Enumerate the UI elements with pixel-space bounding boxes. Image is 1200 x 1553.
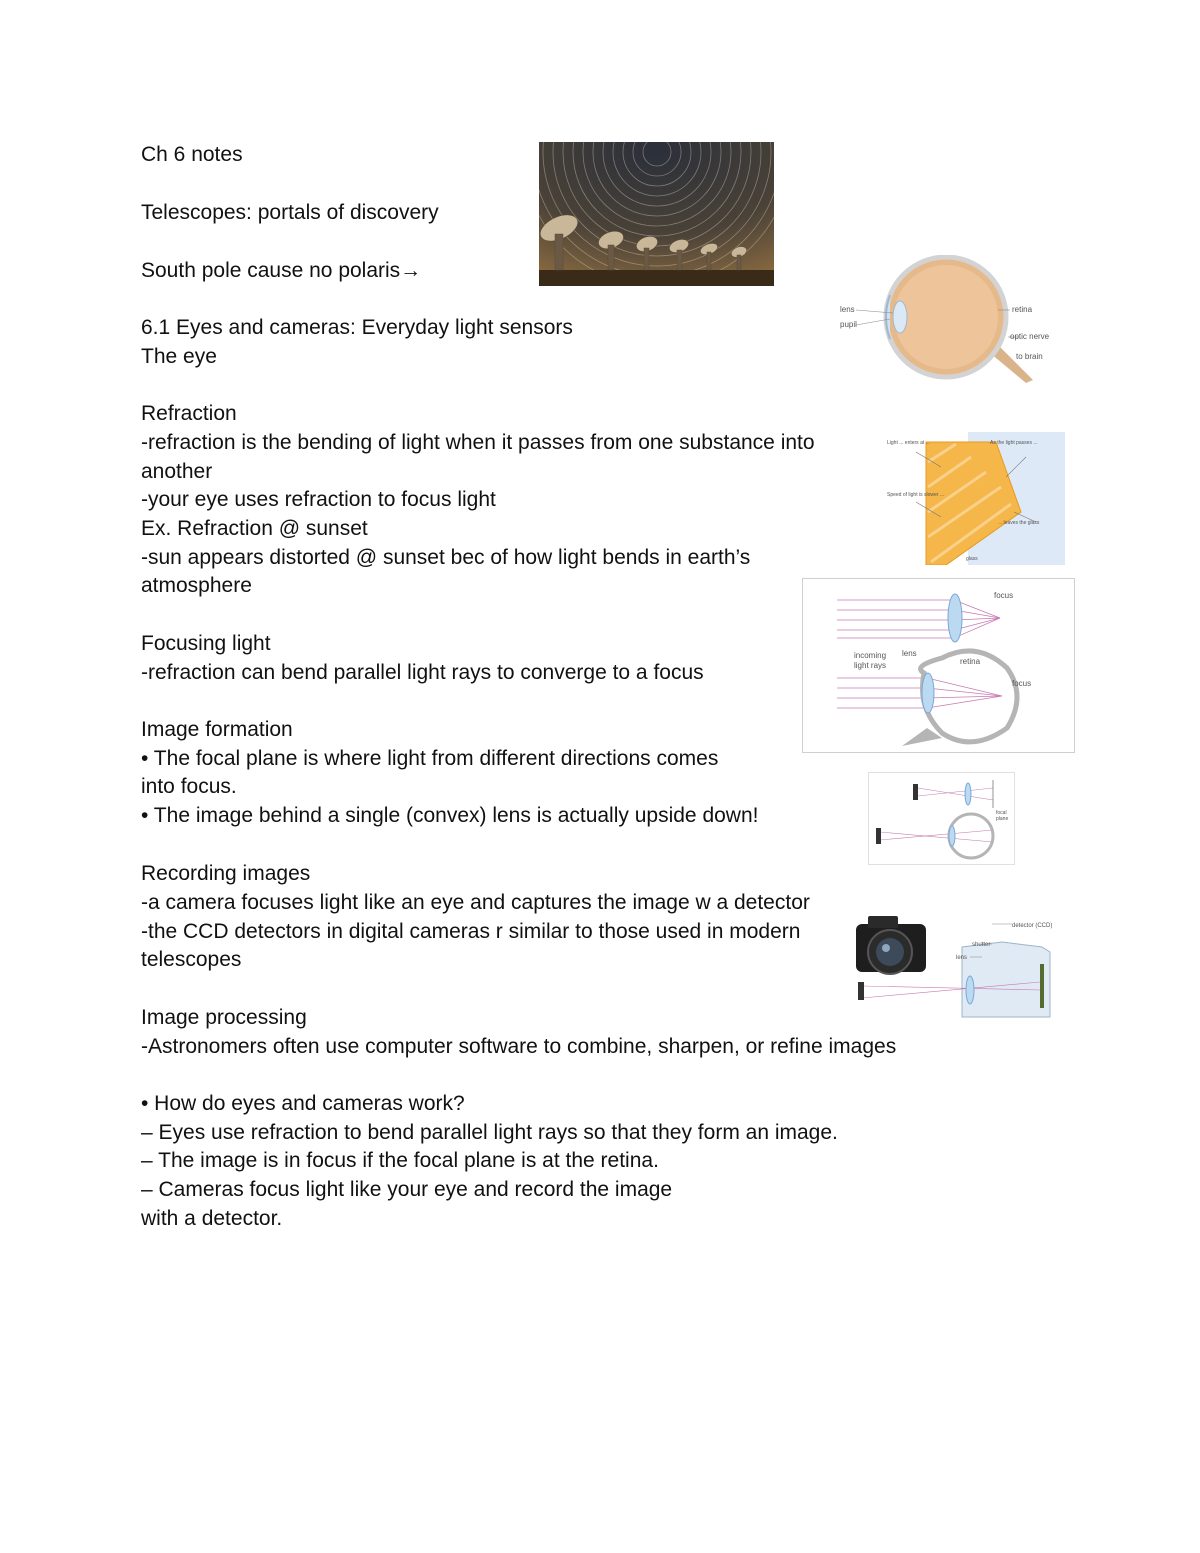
camera-label-detector: detector (CCD) — [1012, 923, 1053, 929]
focusing-label-focus-top: focus — [994, 591, 1014, 600]
text-line: -your eye uses refraction to focus light — [141, 488, 496, 511]
refraction-label-enter: Light ... enters at ... — [887, 440, 930, 446]
camera-label-shutter: shutter — [972, 942, 991, 948]
text-line: into focus. — [141, 775, 237, 798]
text-line: The eye — [141, 345, 217, 368]
section-heading: Refraction — [141, 402, 237, 425]
text-line: Ex. Refraction @ sunset — [141, 517, 368, 540]
refraction-label-glass: glass — [966, 556, 978, 562]
camera-diagram — [852, 912, 1054, 1022]
text-line: telescopes — [141, 948, 242, 971]
eye-label-pupil: pupil — [840, 320, 857, 329]
eye-label-lens: lens — [840, 305, 855, 314]
focusing-label-focus-eye: focus — [1012, 679, 1032, 688]
eye-label-to-brain: to brain — [1016, 352, 1043, 361]
eye-anatomy-diagram — [838, 255, 1053, 385]
text-line: -a camera focuses light like an eye and captures the image w a detector — [141, 891, 810, 914]
image-formation-label-focal: focal — [996, 810, 1007, 816]
focusing-label-incoming: incoming — [854, 651, 887, 660]
refraction-diagram — [886, 432, 1065, 565]
text-line: – The image is in focus if the focal plane is at the retina. — [141, 1149, 659, 1172]
note-title: Ch 6 notes — [141, 143, 243, 166]
text-line: another — [141, 460, 213, 483]
refraction-label-speed: Speed of light is slower ... — [887, 492, 944, 498]
text-line: – Cameras focus light like your eye and record the image — [141, 1178, 673, 1201]
subtitle: Telescopes: portals of discovery — [141, 201, 439, 224]
section-heading: Recording images — [141, 862, 311, 885]
refraction-label-passes: As the light passes ... — [990, 440, 1038, 446]
text-line: -Astronomers often use computer software to combine, sharpen, or refine images — [141, 1035, 897, 1058]
text-line: -sun appears distorted @ sunset bec of how light bends in earth’s — [141, 546, 751, 569]
image-formation-label-plane: plane — [996, 816, 1009, 822]
focusing-label-lens: lens — [902, 649, 917, 658]
text-line: -refraction can bend parallel light rays to converge to a focus — [141, 661, 704, 684]
refraction-label-leaves: ... leaves the glass — [998, 520, 1040, 526]
bullet-line: • How do eyes and cameras work? — [141, 1092, 465, 1115]
eye-label-retina: retina — [1012, 305, 1033, 314]
eye-label-optic-nerve: optic nerve — [1010, 332, 1050, 341]
section-heading: Image formation — [141, 718, 293, 741]
section-heading: 6.1 Eyes and cameras: Everyday light sensors — [141, 316, 573, 339]
text-line: -the CCD detectors in digital cameras r similar to those used in modern — [141, 920, 801, 943]
bullet-line: • The image behind a single (convex) lens is actually upside down! — [141, 804, 759, 827]
bullet-line: • The focal plane is where light from different directions comes — [141, 747, 719, 770]
star-trails-photo — [539, 142, 774, 286]
focusing-light-diagram — [802, 578, 1075, 753]
section-heading: Focusing light — [141, 632, 271, 655]
section-heading: Image processing — [141, 1006, 307, 1029]
image-formation-diagram — [868, 772, 1015, 865]
focusing-label-retina: retina — [960, 657, 981, 666]
focusing-label-light-rays: light rays — [854, 661, 887, 670]
camera-label-lens: lens — [956, 955, 968, 961]
text-line: – Eyes use refraction to bend parallel light rays so that they form an image. — [141, 1121, 838, 1144]
text-line: with a detector. — [141, 1207, 283, 1230]
text-line: atmosphere — [141, 574, 252, 597]
text-line: South pole cause no polaris→ — [141, 259, 422, 282]
text-line: -refraction is the bending of light when it passes from one substance into — [141, 431, 815, 454]
